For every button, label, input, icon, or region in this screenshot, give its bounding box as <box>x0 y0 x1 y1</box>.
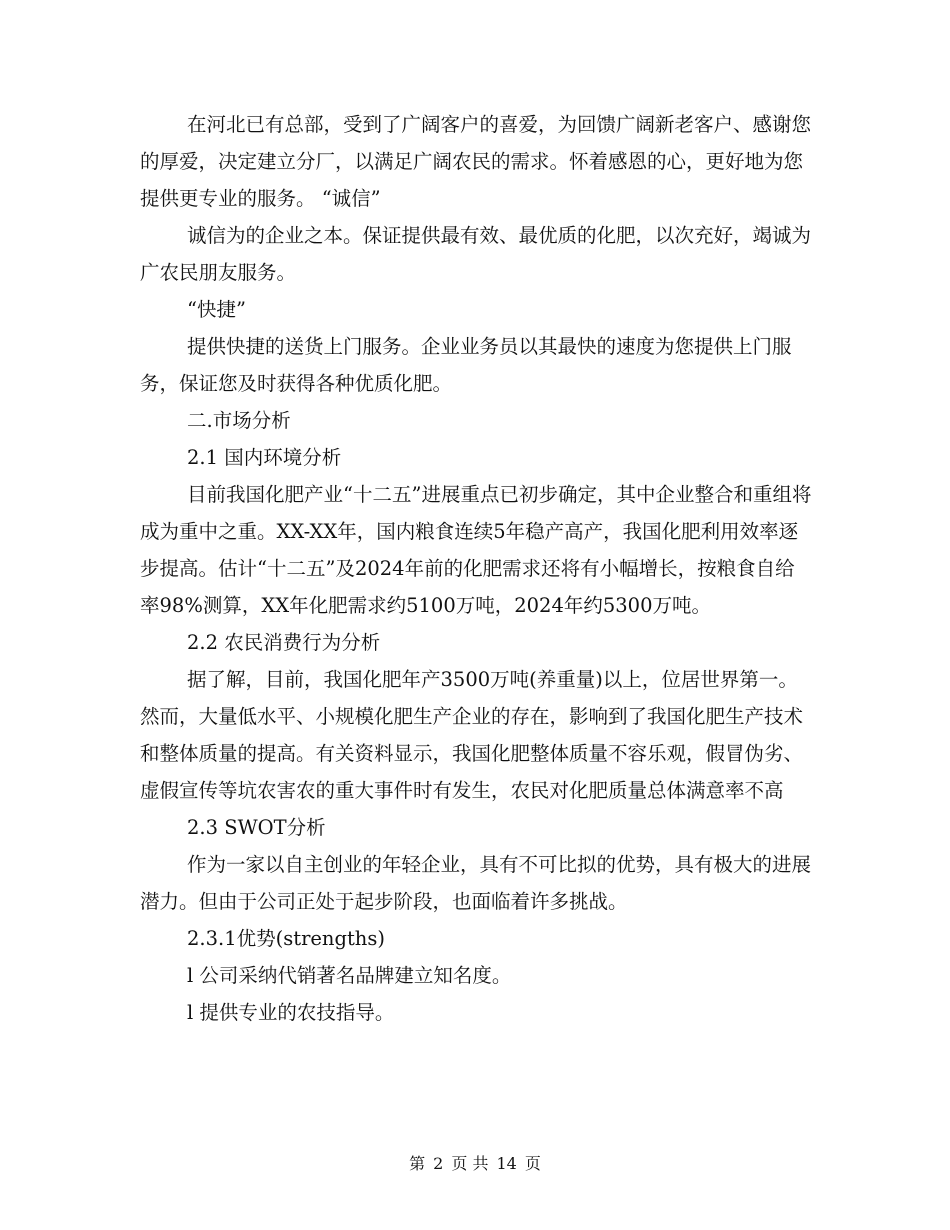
subsection-heading-2-2: 2.2 农民消费行为分析 <box>187 631 381 654</box>
paragraph-domestic-environment: 目前我国化肥产业“十二五”进展重点已初步确定，其中企业整合和重组将成为重中之重。XX-XX年，国内粮食连续5年稳产高产，我国化肥利用效率逐步提高。估计“十二五”及2024年前的化肥需求还将有小幅增长，按粮食自给率98%测算，XX年化肥需求约5100万吨，2024年约5300万吨。 <box>140 483 812 617</box>
list-item-strength-2: l 提供专业的农技指导。 <box>187 1001 395 1024</box>
subsection-heading-2-3-1: 2.3.1优势(strengths) <box>187 927 385 950</box>
subsection-heading-2-1: 2.1 国内环境分析 <box>187 446 342 469</box>
subsection-heading-2-3: 2.3 SWOT分析 <box>187 816 326 839</box>
footer-total-pages: 14 <box>496 1154 517 1173</box>
paragraph-3: “快捷” <box>187 298 246 321</box>
paragraph-swot-intro: 作为一家以自主创业的年轻企业，具有不可比拟的优势，具有极大的进展潜力。但由于公司正处于起步阶段，也面临着许多挑战。 <box>140 853 812 913</box>
paragraph-4: 提供快捷的送货上门服务。企业业务员以其最快的速度为您提供上门服务，保证您及时获得各种优质化肥。 <box>140 335 792 395</box>
footer-prefix: 第 <box>409 1154 426 1173</box>
section-heading-market-analysis: 二.市场分析 <box>187 409 291 432</box>
paragraph-1: 在河北已有总部，受到了广阔客户的喜爱，为回馈广阔新老客户、感谢您的厚爱，决定建立分厂，以满足广阔农民的需求。怀着感恩的心，更好地为您提供更专业的服务。 “诚信” <box>140 113 812 210</box>
list-item-strength-1: l 公司采纳代销著名品牌建立知名度。 <box>187 964 512 987</box>
paragraph-consumer-behavior: 据了解，目前，我国化肥年产3500万吨(养重量)以上，位居世界第一。然而，大量低水平、小规模化肥生产企业的存在，影响到了我国化肥生产技术和整体质量的提高。有关资料显示，我国化肥整体质量不容乐观，假冒伪劣、虚假宣传等坑农害农的重大事件时有发生，农民对化肥质量总体满意率不高 <box>140 668 804 802</box>
paragraph-2: 诚信为的企业之本。保证提供最有效、最优质的化肥，以次充好，竭诚为广农民朋友服务。 <box>140 224 812 284</box>
footer-middle: 页 共 <box>451 1154 489 1173</box>
footer-current-page: 2 <box>433 1154 444 1173</box>
document-body <box>140 106 812 1031</box>
footer-suffix: 页 <box>524 1154 541 1173</box>
page-footer <box>0 1152 950 1176</box>
